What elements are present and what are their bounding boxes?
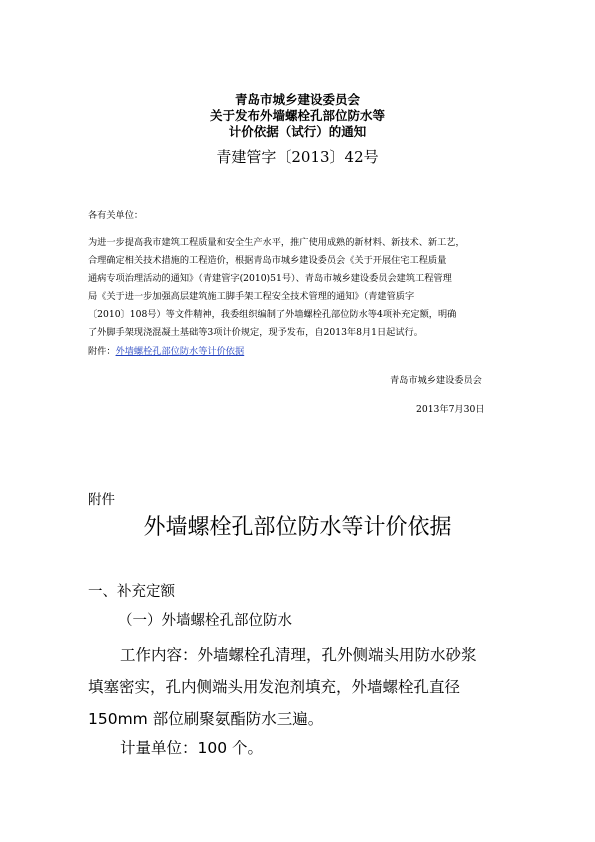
body-line: 为进一步提高我市建筑工程质量和安全生产水平，推广使用成熟的新材料、新技术、新工艺， bbox=[88, 237, 465, 248]
work-content bbox=[88, 639, 528, 735]
signer: 青岛市城乡建设委员会 bbox=[390, 375, 482, 386]
body-line: 通病专项治理活动的通知》（青建管字(2010)51号）、青岛市城乡建设委员会建筑工程管理 bbox=[88, 273, 452, 284]
work-line: 工作内容：外墙螺栓孔清理，孔外侧端头用防水砂浆 bbox=[120, 646, 477, 664]
issue-date: 2013年7月30日 bbox=[416, 404, 485, 415]
body-line: 局《关于进一步加强高层建筑施工脚手架工程安全技术管理的通知》（青建管质字 bbox=[88, 291, 415, 302]
title-line: 关于发布外墙螺栓孔部位防水等 bbox=[209, 108, 385, 123]
measurement-unit: 计量单位：100 个。 bbox=[120, 739, 264, 757]
appendix-title: 外墙螺栓孔部位防水等计价依据 bbox=[143, 515, 452, 540]
appendix-label: 附件 bbox=[88, 492, 115, 508]
body-line: 合理确定相关技术措施的工程造价，根据青岛市城乡建设委员会《关于开展住宅工程质量 bbox=[88, 255, 447, 266]
attachment-label: 附件： bbox=[88, 346, 116, 357]
salutation: 各有关单位： bbox=[88, 210, 144, 221]
title-line: 青岛市城乡建设委员会 bbox=[234, 92, 360, 107]
notice-body bbox=[88, 234, 512, 342]
document-number: 青建管字〔2013〕42号 bbox=[216, 148, 379, 166]
attachment-link[interactable]: 外墙螺栓孔部位防水等计价依据 bbox=[115, 346, 245, 357]
body-line: 了外脚手架现浇混凝土基础等3项计价规定，现予发布，自2013年8月1日起试行。 bbox=[88, 327, 423, 338]
subsection-heading: （一）外墙螺栓孔部位防水 bbox=[118, 613, 292, 629]
title-line: 计价依据（试行）的通知 bbox=[228, 124, 367, 139]
body-line: 〔2010〕108号）等文件精神，我委组织编制了外墙螺栓孔部位防水等4项补充定额，明确 bbox=[88, 309, 457, 320]
work-line: 150mm 部位刷聚氨酯防水三遍。 bbox=[88, 710, 324, 728]
section-heading: 一、补充定额 bbox=[88, 584, 175, 600]
work-line: 填塞密实，孔内侧端头用发泡剂填充，外墙螺栓孔直径 bbox=[88, 678, 461, 696]
attachment-line bbox=[88, 343, 244, 361]
notice-title bbox=[0, 92, 595, 140]
